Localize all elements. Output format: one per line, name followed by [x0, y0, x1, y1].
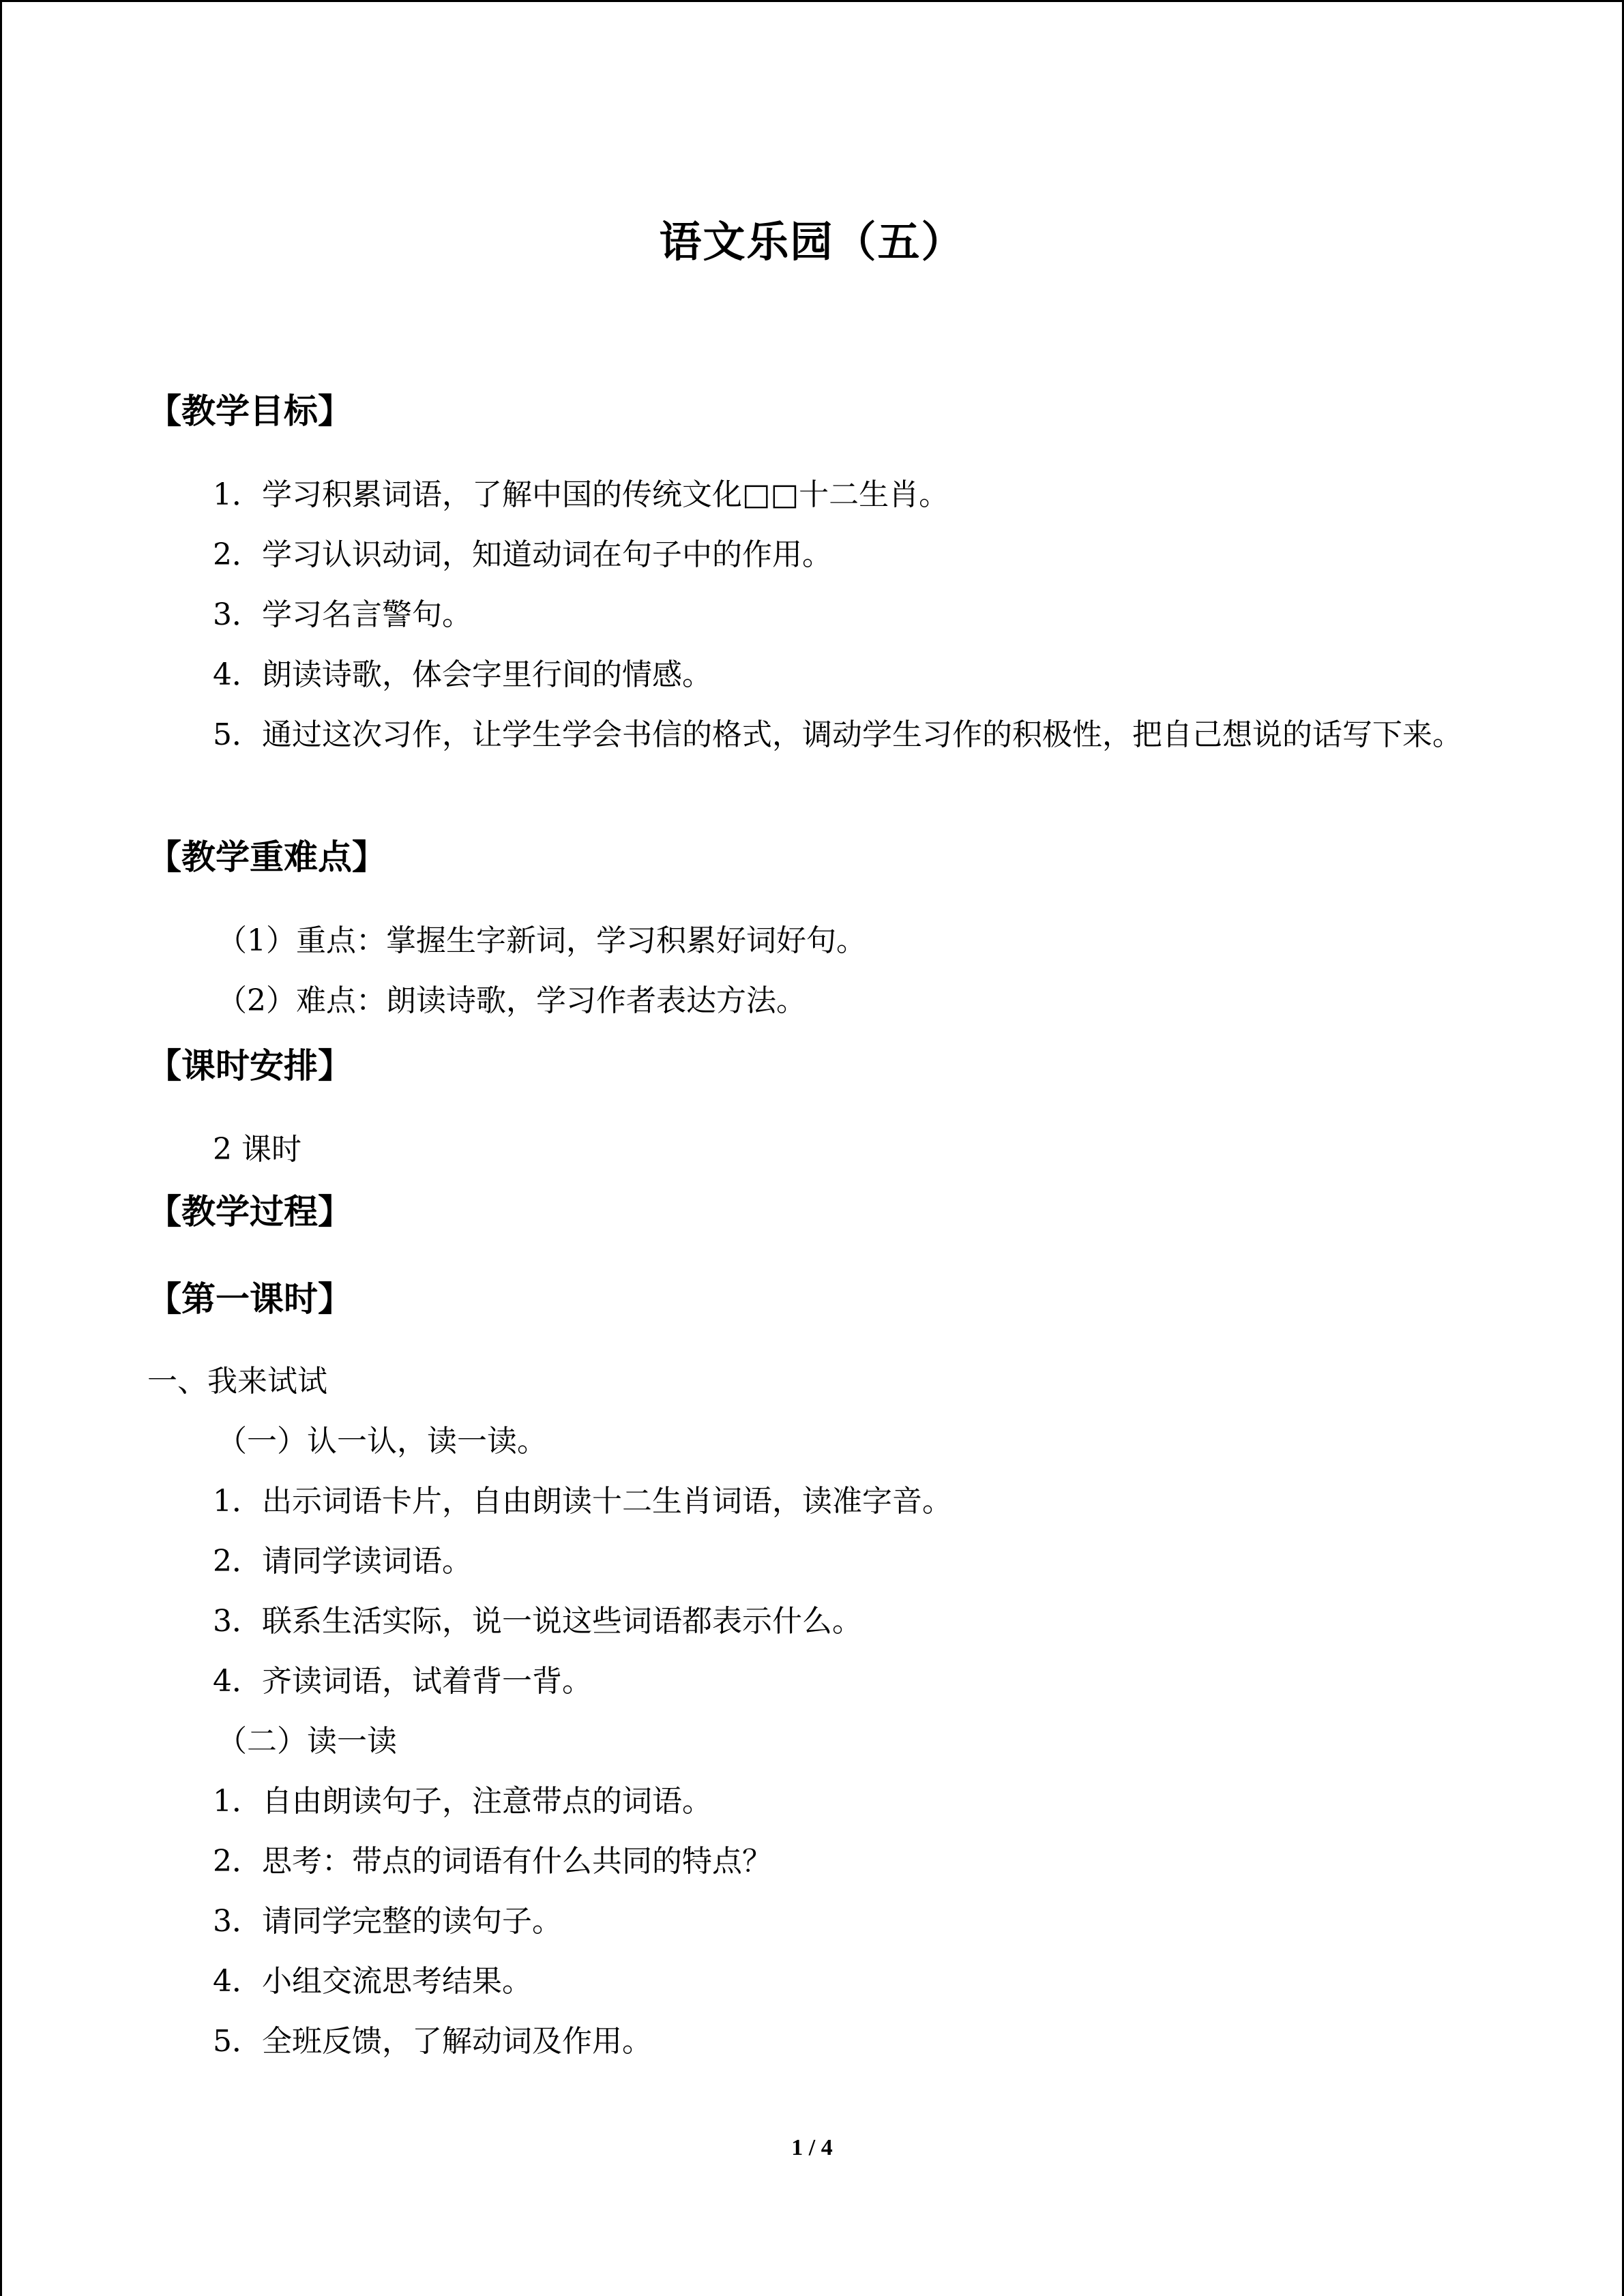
page-border-top — [0, 0, 1624, 2]
objective-item-1: 1．学习积累词语，了解中国的传统文化□□十二生肖。 — [213, 477, 949, 512]
sub1-item-4: 4．齐读词语，试着背一背。 — [213, 1664, 592, 1699]
objective-item-3: 3．学习名言警句。 — [213, 597, 472, 632]
heading-objectives: 【教学目标】 — [147, 391, 352, 431]
sub2-title: （二）读一读 — [217, 1724, 397, 1759]
heading-first-lesson: 【第一课时】 — [147, 1279, 352, 1319]
schedule-text: 2 课时 — [213, 1132, 301, 1167]
objective-item-5: 5．通过这次习作，让学生学会书信的格式，调动学生习作的积极性，把自己想说的话写下来。 — [213, 717, 1462, 752]
page-border-left — [0, 0, 2, 2296]
heading-process: 【教学过程】 — [147, 1192, 352, 1232]
document-title: 语文乐园（五） — [659, 217, 965, 267]
sub1-title: （一）认一认，读一读。 — [217, 1424, 547, 1459]
heading-schedule: 【课时安排】 — [147, 1046, 352, 1086]
sub2-item-5: 5．全班反馈，了解动词及作用。 — [213, 2024, 652, 2059]
objective-item-2: 2．学习认识动词，知道动词在句子中的作用。 — [213, 537, 832, 572]
sub1-item-1: 1．出示词语卡片，自由朗读十二生肖词语，读准字音。 — [213, 1484, 952, 1519]
page-number: 1 / 4 — [791, 2135, 833, 2160]
key-point-1: （1）重点：掌握生字新词，学习积累好词好句。 — [217, 923, 866, 958]
key-point-2: （2）难点：朗读诗歌，学习作者表达方法。 — [217, 983, 806, 1018]
sub2-item-4: 4．小组交流思考结果。 — [213, 1964, 532, 1999]
objective-item-4: 4．朗读诗歌，体会字里行间的情感。 — [213, 657, 712, 692]
heading-key-points: 【教学重难点】 — [147, 837, 386, 877]
sub1-item-2: 2．请同学读词语。 — [213, 1544, 472, 1579]
sub2-item-1: 1．自由朗读句子，注意带点的词语。 — [213, 1784, 712, 1819]
part1-title: 一、我来试试 — [147, 1364, 327, 1399]
sub2-item-3: 3．请同学完整的读句子。 — [213, 1904, 562, 1939]
sub2-item-2: 2．思考：带点的词语有什么共同的特点？ — [213, 1844, 772, 1879]
sub1-item-3: 3．联系生活实际，说一说这些词语都表示什么。 — [213, 1604, 862, 1639]
